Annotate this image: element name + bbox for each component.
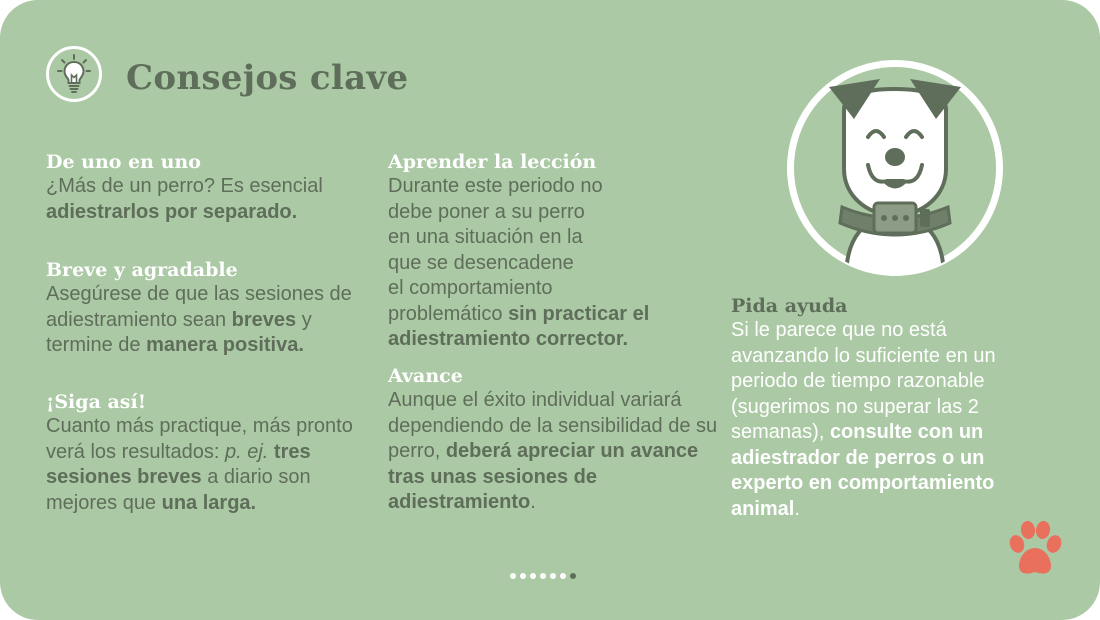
- pagination-dot[interactable]: [540, 573, 546, 579]
- text-run: ¿Más de un perro? Es esencial: [46, 175, 323, 197]
- text-run: deberá apreciar un avance tras unas sesiones de adiestramiento: [388, 440, 699, 513]
- tip-aprender-la-leccion: [388, 150, 708, 353]
- dog-with-collar-icon: [784, 57, 1006, 279]
- text-run: y termine de: [46, 308, 312, 356]
- pagination-dot[interactable]: [570, 573, 576, 579]
- tip-heading: De uno en uno: [46, 151, 201, 173]
- lightbulb-icon: [46, 46, 102, 102]
- pagination-dot[interactable]: [510, 573, 516, 579]
- pagination-dot[interactable]: [520, 573, 526, 579]
- tip-body: [388, 388, 723, 516]
- tip-body: [731, 318, 1046, 522]
- paw-print-icon: [1005, 520, 1065, 578]
- pagination-dot[interactable]: [550, 573, 556, 579]
- text-run: adiestrarlos por separado.: [46, 200, 298, 223]
- text-run: sin practicar el adiestramiento corrector.: [388, 302, 650, 350]
- text-run: Si le parece que no está avanzando lo suficiente en un periodo de tiempo razonable (sugerimos no superar las 2 semanas),: [731, 319, 996, 443]
- pagination-dots: [510, 573, 576, 583]
- tip-avance: [388, 364, 723, 516]
- tip-pida-ayuda: [731, 294, 1046, 522]
- text-run: consulte con un adiestrador de perros o un experto en comportamiento animal: [731, 421, 995, 520]
- tip-body: [46, 174, 386, 225]
- text-run: p. ej.: [224, 440, 269, 463]
- tip-heading: Avance: [388, 365, 463, 387]
- text-run: a diario son mejores que: [46, 466, 311, 514]
- text-run: manera positiva.: [146, 334, 304, 356]
- text-run: Aunque el éxito individual variará dependiendo de la sensibilidad de su perro,: [388, 389, 718, 462]
- text-run: Asegúrese de que las sesiones de adiestramiento sean: [46, 283, 352, 331]
- tip-siga-asi: [46, 390, 378, 516]
- text-run: Cuanto más practique, más pronto verá los resultados:: [46, 415, 353, 463]
- text-run: Durante este periodo no debe poner a su perro en una situación en la que se desencadene el comportamiento problemático: [388, 175, 603, 325]
- tip-de-uno-en-uno: [46, 150, 386, 225]
- text-run: .: [530, 491, 536, 513]
- tip-breve-y-agradable: [46, 258, 376, 359]
- tip-heading: Aprender la lección: [388, 151, 597, 173]
- tip-body: [46, 414, 378, 516]
- text-run: tres sesiones breves: [46, 440, 311, 488]
- text-run: breves: [231, 308, 297, 331]
- page-title: Consejos clave: [126, 58, 409, 98]
- text-run: una larga.: [161, 491, 257, 514]
- pagination-dot[interactable]: [560, 573, 566, 579]
- tip-body: [46, 282, 376, 359]
- tip-body: [388, 174, 708, 353]
- tip-heading: Pida ayuda: [731, 295, 848, 317]
- tip-heading: Breve y agradable: [46, 259, 238, 281]
- text-run: .: [794, 497, 800, 520]
- tip-heading: ¡Siga así!: [46, 391, 147, 413]
- pagination-dot[interactable]: [530, 573, 536, 579]
